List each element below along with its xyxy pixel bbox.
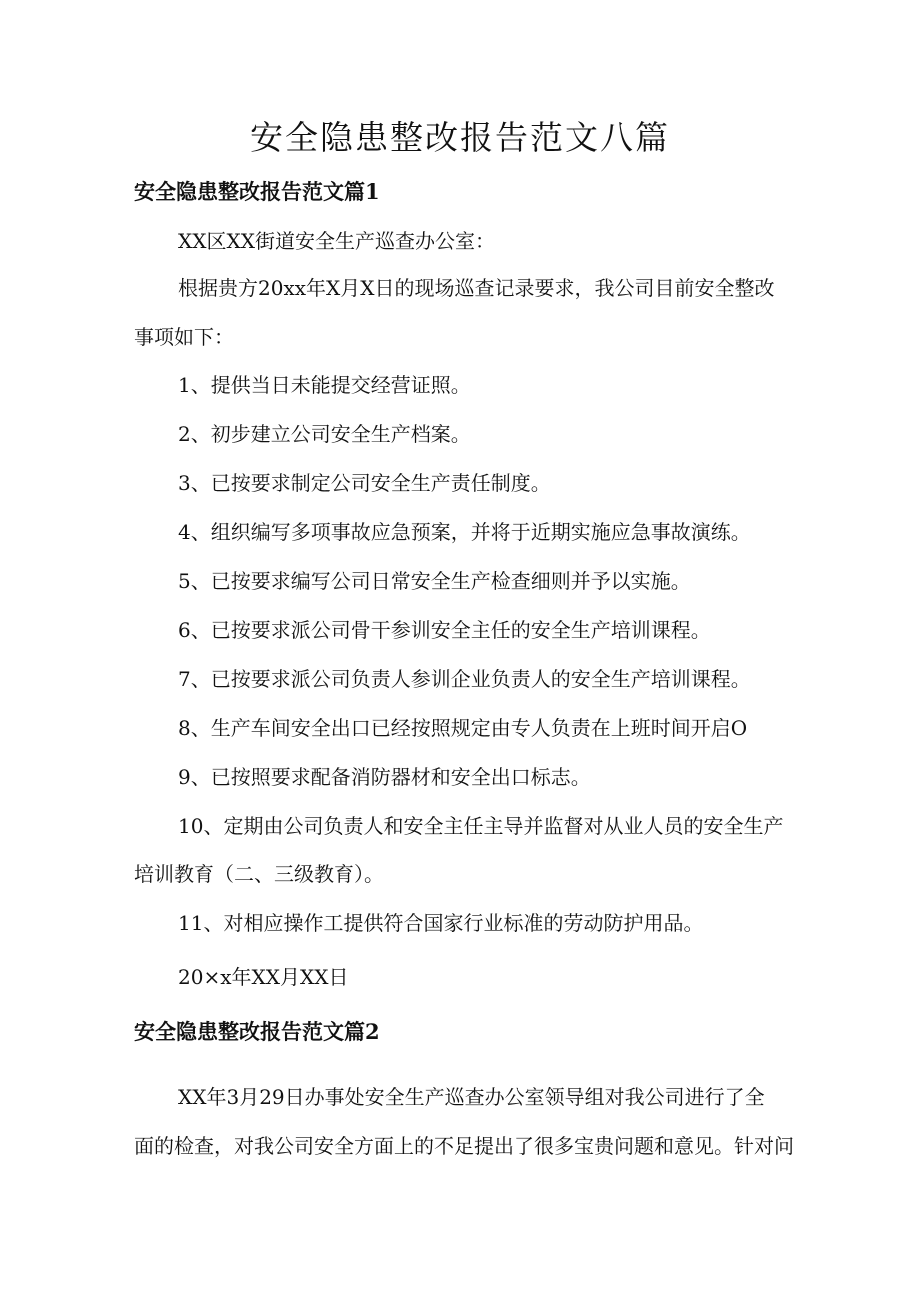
section-heading-2: 安全隐患整改报告范文篇2 <box>134 1019 380 1044</box>
list-item: 3、已按要求制定公司安全生产责任制度。 <box>178 471 551 495</box>
list-item: 4、组织编写多项事故应急预案，并将于近期实施应急事故演练。 <box>178 520 751 544</box>
list-item-10-line-2: 培训教育（二、三级教育）。 <box>134 862 384 886</box>
list-item: 8、生产车间安全出口已经按照规定由专人负责在上班时间开启O <box>178 716 748 740</box>
paragraph-line-2: 面的检查，对我公司安全方面上的不足提出了很多宝贵问题和意见。针对问 <box>134 1134 794 1158</box>
addressee: XX区XX街道安全生产巡查办公室： <box>178 229 495 253</box>
list-item-11: 11、对相应操作工提供符合国家行业标准的劳动防护用品。 <box>178 911 704 935</box>
document-title: 安全隐患整改报告范文八篇 <box>250 118 670 157</box>
list-item-10-line-1: 10、定期由公司负责人和安全主任主导并监督对从业人员的安全生产 <box>178 814 784 838</box>
intro-line-1: 根据贵方20xx年X月X日的现场巡查记录要求，我公司目前安全整改 <box>178 276 775 300</box>
section-heading-1: 安全隐患整改报告范文篇1 <box>134 179 380 204</box>
intro-line-2: 事项如下： <box>134 325 234 349</box>
list-item: 5、已按要求编写公司日常安全生产检查细则并予以实施。 <box>178 569 691 593</box>
list-item: 1、提供当日未能提交经营证照。 <box>178 373 471 397</box>
list-item: 9、已按照要求配备消防器材和安全出口标志。 <box>178 765 591 789</box>
list-item: 2、初步建立公司安全生产档案。 <box>178 422 471 446</box>
date-line: 20×x年XX月XX日 <box>178 965 349 989</box>
paragraph-line-1: XX年3月29日办事处安全生产巡查办公室领导组对我公司进行了全 <box>178 1085 765 1109</box>
list-item: 6、已按要求派公司骨干参训安全主任的安全生产培训课程。 <box>178 618 711 642</box>
list-item: 7、已按要求派公司负责人参训企业负责人的安全生产培训课程。 <box>178 667 751 691</box>
